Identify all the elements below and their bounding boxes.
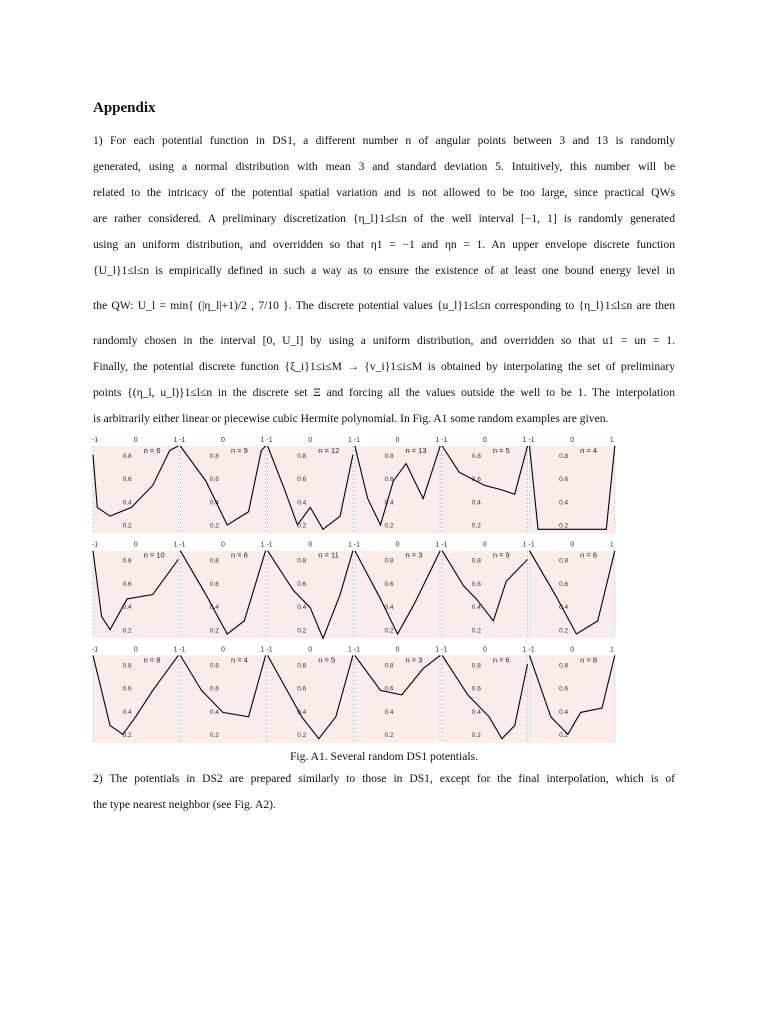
x-tick-label: 0	[482, 437, 487, 444]
panel-n-label: n = 10	[143, 550, 165, 560]
x-tick-label: 0	[133, 646, 138, 654]
panel-n-label: n = 8	[143, 655, 161, 665]
panel-background	[355, 655, 440, 743]
y-tick-label: 0.2	[209, 522, 219, 530]
y-tick-label: 0.8	[471, 557, 481, 565]
y-tick-label: 0.8	[209, 662, 219, 670]
panel-background	[93, 551, 178, 639]
panel-n-label: n = 9	[492, 550, 510, 560]
y-tick-label: 0.8	[559, 662, 569, 670]
panel-background	[180, 655, 265, 743]
x-tick-label: -1	[92, 541, 99, 549]
x-tick-label: 1	[522, 541, 527, 549]
x-tick-label: 0	[220, 541, 225, 549]
y-tick-label: 0.8	[209, 557, 219, 565]
y-tick-label: 0.2	[122, 627, 132, 635]
y-tick-label: 0.2	[122, 732, 132, 740]
y-tick-label: 0.4	[559, 604, 569, 612]
x-tick-label: 1	[173, 646, 178, 654]
y-tick-label: 0.4	[297, 604, 307, 612]
y-tick-label: 0.8	[471, 662, 481, 670]
y-tick-label: 0.4	[471, 604, 481, 612]
text-line: points {(η_l, u_l)}1≤l≤n in the discrete set Ξ and forcing all the values outside the well to be 1. The interpolation	[93, 386, 675, 399]
x-tick-label: -1	[266, 437, 273, 444]
y-tick-label: 0.8	[559, 453, 569, 460]
x-tick-label: 0	[308, 646, 313, 654]
x-tick-label: 1	[522, 646, 527, 654]
text-line: {U_l}1≤l≤n is empirically defined in such a way as to ensure the existence of at least one bound energy level in	[93, 264, 675, 277]
panel-n-label: n = 12	[318, 446, 340, 455]
x-tick-label: -1	[441, 541, 448, 549]
y-tick-label: 0.4	[209, 604, 219, 612]
y-tick-label: 0.6	[297, 580, 307, 588]
y-tick-label: 0.6	[122, 476, 132, 484]
panel-n-label: n = 6	[492, 655, 510, 665]
y-tick-label: 0.4	[384, 499, 394, 507]
x-tick-label: 0	[133, 541, 138, 549]
paragraph-1	[93, 128, 675, 432]
x-tick-label: 1	[347, 437, 352, 444]
y-tick-label: 0.8	[209, 453, 219, 460]
y-tick-label: 0.8	[559, 557, 569, 565]
x-tick-label: 0	[570, 541, 575, 549]
figure-a1	[92, 433, 616, 747]
panel-n-label: n = 4	[580, 446, 598, 455]
y-tick-label: 0.6	[384, 476, 394, 484]
panel-background	[93, 655, 178, 743]
y-tick-label: 0.6	[209, 685, 219, 693]
y-tick-label: 0.6	[471, 476, 481, 484]
text-line: Finally, the potential discrete function {ξ_i}1≤i≤M → {v_i}1≤i≤M is obtained by interpolating the set of preliminary	[93, 360, 675, 373]
figure-caption: Fig. A1. Several random DS1 potentials.	[289, 750, 479, 763]
x-tick-label: 0	[133, 437, 138, 444]
x-tick-label: 1	[435, 437, 440, 444]
x-tick-label: 1	[173, 541, 178, 549]
y-tick-label: 0.6	[559, 476, 569, 484]
y-tick-label: 0.2	[209, 627, 219, 635]
panel-n-label: n = 5	[492, 446, 510, 455]
panel-n-label: n = 3	[405, 550, 423, 560]
panel-n-label: n = 8	[580, 655, 598, 665]
x-tick-label: 1	[609, 541, 614, 549]
y-tick-label: 0.2	[297, 732, 307, 740]
x-tick-label: 0	[395, 437, 400, 444]
y-tick-label: 0.2	[471, 627, 481, 635]
x-tick-label: 0	[570, 437, 575, 444]
panel-n-label: n = 6	[580, 550, 598, 560]
x-tick-label: -1	[179, 646, 186, 654]
y-tick-label: 0.2	[297, 522, 307, 530]
potential-plots-grid	[92, 433, 616, 747]
panel-background	[268, 446, 353, 534]
x-tick-label: -1	[179, 437, 186, 444]
x-tick-label: 0	[220, 437, 225, 444]
x-tick-label: -1	[353, 437, 361, 444]
x-tick-label: 0	[395, 646, 400, 654]
panel-n-label: n = 6	[143, 446, 161, 455]
y-tick-label: 0.8	[297, 453, 307, 460]
x-tick-label: 0	[308, 541, 313, 549]
x-tick-label: -1	[353, 541, 361, 549]
y-tick-label: 0.6	[209, 476, 219, 484]
y-tick-label: 0.4	[559, 499, 569, 507]
panel-background	[355, 446, 440, 534]
x-tick-label: -1	[528, 541, 535, 549]
text-line: 2) The potentials in DS2 are prepared similarly to those in DS1, except for the final interpolation, which is of	[93, 772, 675, 785]
y-tick-label: 0.8	[122, 662, 132, 670]
y-tick-label: 0.8	[297, 662, 307, 670]
y-tick-label: 0.2	[297, 627, 307, 635]
panel-n-label: n = 4	[230, 655, 248, 665]
y-tick-label: 0.2	[209, 732, 219, 740]
x-tick-label: 1	[260, 437, 265, 444]
x-tick-label: 0	[220, 646, 225, 654]
text-line: the QW: U_l = min{ (|η_l|+1)/2 , 7/10 }. The discrete potential values {u_l}1≤l≤n corresponding to {η_l}1≤l≤n are then	[93, 299, 675, 312]
x-tick-label: -1	[441, 646, 448, 654]
y-tick-label: 0.6	[122, 580, 132, 588]
panel-background	[442, 551, 527, 639]
x-tick-label: 1	[347, 541, 352, 549]
y-tick-label: 0.6	[297, 476, 307, 484]
x-tick-label: -1	[528, 646, 535, 654]
text-line: related to the intricacy of the potential spatial variation and is not allowed to be too large, since practical QWs	[93, 186, 675, 199]
panel-background	[442, 446, 527, 534]
y-tick-label: 0.6	[471, 685, 481, 693]
x-tick-label: 1	[260, 541, 265, 549]
text-line: the type nearest neighbor (see Fig. A2).	[93, 798, 276, 811]
y-tick-label: 0.2	[559, 732, 569, 740]
y-tick-label: 0.6	[122, 685, 132, 693]
y-tick-label: 0.6	[384, 685, 394, 693]
panel-background	[355, 551, 440, 639]
x-tick-label: 1	[435, 646, 440, 654]
panel-n-label: n = 11	[318, 550, 339, 560]
x-tick-label: -1	[266, 646, 273, 654]
y-tick-label: 0.2	[384, 522, 394, 530]
y-tick-label: 0.8	[122, 557, 132, 565]
text-line: generated, using a normal distribution with mean 3 and standard deviation 5. Intuitively, this number will be	[93, 160, 675, 173]
panel-background	[530, 655, 615, 743]
y-tick-label: 0.2	[559, 627, 569, 635]
text-line: randomly chosen in the interval [0, U_l] by using a uniform distribution, and overridden so that u1 = un = 1.	[93, 334, 675, 347]
x-tick-label: 0	[482, 541, 487, 549]
y-tick-label: 0.4	[297, 499, 307, 507]
panel-background	[442, 655, 527, 743]
paragraph-2	[93, 766, 675, 818]
panel-n-label: n = 6	[230, 550, 248, 560]
x-tick-label: -1	[179, 541, 186, 549]
y-tick-label: 0.4	[122, 499, 132, 507]
y-tick-label: 0.4	[209, 708, 219, 716]
y-tick-label: 0.6	[471, 580, 481, 588]
panel-n-label: n = 9	[230, 446, 248, 455]
y-tick-label: 0.8	[384, 557, 394, 565]
y-tick-label: 0.6	[559, 580, 569, 588]
text-line: is arbitrarily either linear or piecewise cubic Hermite polynomial. In Fig. A1 some random examples are given.	[93, 412, 609, 425]
y-tick-label: 0.8	[471, 453, 481, 460]
y-tick-label: 0.2	[384, 627, 394, 635]
panel-background	[268, 655, 353, 743]
x-tick-label: 1	[435, 541, 440, 549]
x-tick-label: 1	[347, 646, 352, 654]
y-tick-label: 0.8	[384, 453, 394, 460]
x-tick-label: -1	[441, 437, 448, 444]
y-tick-label: 0.4	[209, 499, 219, 507]
x-tick-label: 1	[260, 646, 265, 654]
x-tick-label: 1	[173, 437, 178, 444]
y-tick-label: 0.2	[384, 732, 394, 740]
y-tick-label: 0.4	[559, 708, 569, 716]
x-tick-label: 1	[609, 437, 614, 444]
x-tick-label: -1	[92, 437, 99, 444]
y-tick-label: 0.8	[384, 662, 394, 670]
x-tick-label: -1	[92, 646, 99, 654]
y-tick-label: 0.4	[297, 708, 307, 716]
y-tick-label: 0.2	[471, 522, 481, 530]
y-tick-label: 0.2	[471, 732, 481, 740]
text-line: 1) For each potential function in DS1, a different number n of angular points between 3 and 13 is randomly	[93, 134, 675, 147]
y-tick-label: 0.6	[559, 685, 569, 693]
panel-n-label: n = 13	[405, 446, 427, 455]
x-tick-label: 0	[482, 646, 487, 654]
panel-n-label: n = 5	[318, 655, 336, 665]
y-tick-label: 0.4	[384, 604, 394, 612]
y-tick-label: 0.2	[559, 522, 569, 530]
x-tick-label: -1	[353, 646, 361, 654]
x-tick-label: -1	[266, 541, 273, 549]
y-tick-label: 0.2	[122, 522, 132, 530]
panel-n-label: n = 3	[405, 655, 423, 665]
y-tick-label: 0.6	[209, 580, 219, 588]
text-line: are rather considered. A preliminary discretization {η_l}1≤l≤n of the well interval [−1, 1] is randomly generated	[93, 212, 675, 225]
text-line: using an uniform distribution, and overridden so that η1 = −1 and ηn = 1. An upper envelope discrete function	[93, 238, 675, 251]
y-tick-label: 0.4	[471, 499, 481, 507]
x-tick-label: -1	[528, 437, 535, 444]
y-tick-label: 0.4	[122, 604, 132, 612]
y-tick-label: 0.4	[384, 708, 394, 716]
x-tick-label: 1	[609, 646, 614, 654]
x-tick-label: 1	[522, 437, 527, 444]
y-tick-label: 0.6	[297, 685, 307, 693]
x-tick-label: 0	[395, 541, 400, 549]
x-tick-label: 0	[308, 437, 313, 444]
y-tick-label: 0.8	[297, 557, 307, 565]
appendix-heading: Appendix	[93, 100, 156, 116]
y-tick-label: 0.4	[471, 708, 481, 716]
y-tick-label: 0.8	[122, 453, 132, 460]
y-tick-label: 0.6	[384, 580, 394, 588]
panel-background	[530, 446, 615, 534]
x-tick-label: 0	[570, 646, 575, 654]
y-tick-label: 0.4	[122, 708, 132, 716]
